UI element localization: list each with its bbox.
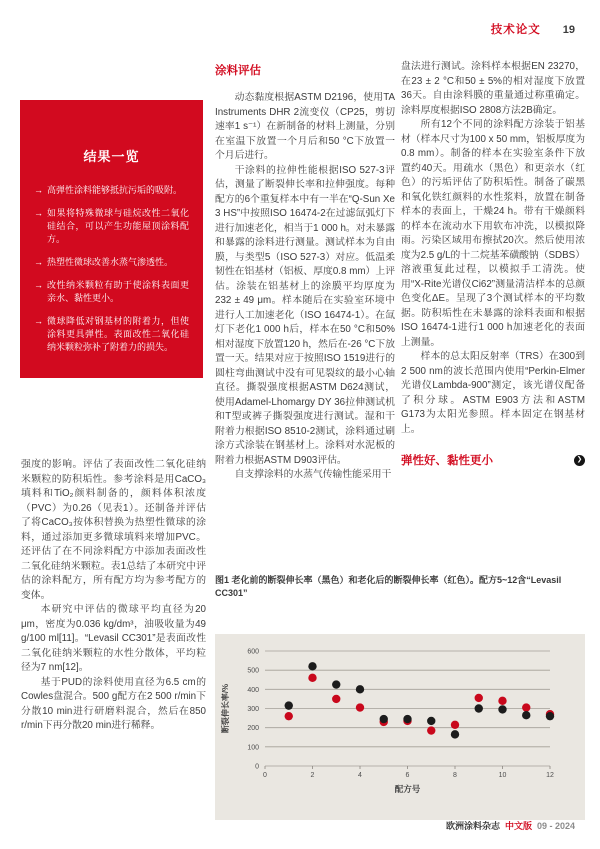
page-footer <box>446 819 575 832</box>
paragraph: 自支撑涂料的水蒸气传输性能采用干 <box>234 469 392 480</box>
point-before-aging <box>285 701 293 709</box>
arrow-icon: → <box>34 185 43 195</box>
y-tick-label: 300 <box>247 706 259 713</box>
point-before-aging <box>380 715 388 723</box>
section-label: 技术论文 <box>490 24 541 36</box>
page-header <box>491 21 575 37</box>
point-before-aging <box>546 712 554 720</box>
footer-edition-label: 中文版 <box>504 821 532 831</box>
arrow-icon: → <box>34 257 43 267</box>
result-item <box>34 256 189 269</box>
arrow-icon: → <box>34 208 43 218</box>
result-item <box>34 315 189 354</box>
paragraph: 强度的影响。评估了表面改性二氧化硅纳米颗粒的防积垢性。参考涂料是用CaCO₃填料和TiO₂颜料制备的，颜料体积浓度（PVC）为0.26（见表1）。还制备并评估了将CaCO₃按体积替换为热塑性微球的涂料，通过添加更多微球填料来增加PVC。还评估了在不同涂料配方中添加表面改性二氧化硅纳米颗粒。表1总结了本研究中评估的涂料配方，所有配方均为参考配方的变体。 <box>21 459 206 601</box>
paragraph: 动态黏度根据ASTM D2196，使用TA Instruments DHR 2流变仪（CP25，剪切速率1 s⁻¹）在新制备的材料上测量，分别在室温下放置一个月后和50 °C下放置一个月后进行。 <box>215 92 395 161</box>
paragraph: 干涂料的拉伸性能根据ISO 527-3评估，测量了断裂伸长率和拉伸强度。每种配方的6个重复样本中有一半在“Q-Sun Xe 3 HS”中按照ISO 16474-2在过滤氙弧灯下进行加速老化，相当于1 000 h。对未暴露和暴露的涂料进行测量。测试样本为自由膜，与类型5（ISO 527-3）对应。低温柔韧性在铝基材（铝板、厚度0.8 mm）上评估。涂装在铝基材上的涂膜平均厚度为232 ± 49 μm。样本随后在实验室环境中进行人工加速老化（ISO 16474-1）。在氙灯下老化1 000 h后，样本在50 °C和50%相对湿度下放置120 h，然后在-26 °C下放置一天。结果对应于按照ISO 1519进行的圆柱弯曲测试中没有可见裂纹的最小心轴直径。撕裂强度根据ASTM D624测试，使用Adamel-Lhomargy DY 36拉伸测试机和T型或裤子撕裂强度进行测试。湿和干附着力根据ISO 8510-2测试，涂料通过刷涂方式涂装在钢基材上。涂料对水泥板的附着力根据ASTM D903评估。 <box>215 164 395 466</box>
results-summary-box <box>20 100 203 378</box>
figure1-chart-panel <box>215 634 585 820</box>
section-subheading-elasticity: 弹性好、黏性更小 <box>401 455 493 467</box>
point-after-aging <box>475 694 483 702</box>
point-before-aging <box>498 705 506 713</box>
result-item <box>34 279 189 305</box>
y-tick-label: 400 <box>247 686 259 694</box>
point-after-aging <box>451 721 459 729</box>
x-tick-label: 10 <box>498 772 507 779</box>
result-item <box>34 184 189 197</box>
x-tick-label: 2 <box>310 772 315 779</box>
point-after-aging <box>522 703 530 711</box>
arrow-icon: → <box>34 280 43 290</box>
point-before-aging <box>308 662 316 670</box>
x-tick-label: 8 <box>453 772 457 779</box>
middle-column <box>215 62 395 483</box>
chevron-right-circle-icon: ❯ <box>574 455 585 466</box>
y-tick-label: 200 <box>247 725 259 733</box>
x-tick-label: 0 <box>263 772 267 779</box>
page-number: 19 <box>562 24 575 36</box>
point-after-aging <box>356 703 364 711</box>
point-before-aging <box>356 685 364 693</box>
point-after-aging <box>285 712 293 720</box>
x-axis-label: 配方号 <box>394 784 421 794</box>
result-item <box>34 207 189 246</box>
paragraph: 本研究中评估的微球平均直径为20 μm，密度为0.036 kg/dm³，油吸收量为49 g/100 ml[11]。“Levasil CC301”是表面改性二氧化硅纳米颗粒的水性分散体，平均粒径为7 nm[12]。 <box>21 604 206 673</box>
y-axis-label: 断裂伸长率/% <box>221 683 230 734</box>
y-tick-label: 100 <box>247 744 259 752</box>
result-item-text: 热塑性微球改善水蒸气渗透性。 <box>47 257 174 267</box>
results-box-title: 结果一览 <box>83 149 140 164</box>
right-column <box>401 60 585 468</box>
arrow-icon: → <box>34 316 43 326</box>
result-item-text: 如果将特殊微球与硅烷改性二氧化硅结合，可以产生功能屋顶涂料配方。 <box>47 208 189 244</box>
point-before-aging <box>427 717 435 725</box>
point-before-aging <box>332 680 340 688</box>
paragraph: 基于PUD的涂料使用直径为6.5 cm的Cowles盘混合。500 g配方在2 500 r/min下分散10 min进行研磨料混合，然后在850 r/min下再分散20 min进行稀释。 <box>21 676 206 731</box>
section-heading-coating-evaluation: 涂料评估 <box>215 65 261 77</box>
result-item-text: 高弹性涂料能够抵抗污垢的吸附。 <box>47 185 183 195</box>
footer-journal-name: 欧洲涂料杂志 <box>445 821 500 831</box>
x-tick-label: 6 <box>405 772 410 779</box>
y-tick-label: 600 <box>247 648 259 656</box>
left-column <box>21 458 206 734</box>
result-item-text: 微球降低对钢基材的附着力，但使涂料更具弹性。表面改性二氧化硅纳米颗粒弥补了附着力的损失。 <box>47 316 189 352</box>
paragraph: 样本的总太阳反射率（TRS）在300到2 500 nm的波长范围内使用“Perkin-Elmer光谱仪Lambda-900”测定，该光谱仪配备了积分球。ASTM E903方法和ASTM G173为太阳光参照。样本固定在钢基材上。 <box>401 351 585 435</box>
point-after-aging <box>308 674 316 682</box>
x-tick-label: 4 <box>358 772 362 779</box>
footer-issue: 09 - 2024 <box>536 821 575 831</box>
point-after-aging <box>498 697 506 705</box>
point-after-aging <box>332 695 340 703</box>
paragraph: 盘法进行测试。涂料样本根据EN 23270，在23 ± 2 °C和50 ± 5%的相对湿度下放置36天。自由涂料膜的重量通过称重确定。涂料厚度根据ISO 2808方法2B确定。 <box>401 61 585 116</box>
point-before-aging <box>451 730 459 738</box>
figure1-caption: 图1 老化前的断裂伸长率（黑色）和老化后的断裂伸长率（红色）。配方5~12含“Levasil CC301” <box>215 575 562 598</box>
paragraph: 所有12个不同的涂料配方涂装于铝基材（样本尺寸为100 x 50 mm，铝板厚度为0.8 mm）。制备的样本在实验室条件下放置约40天。用疏水（黑色）和更亲水（红色）的污垢评估了防积垢性。制备了碳黑和氧化铁红颜料的水性浆料，放置在制备样本的表面上，干燥24 h。带有干燥颜料的样本在流动水下用软布冲洗，以模拟降雨。污染区域用布擦拭20次。然后使用浓度为2.5 g/L的十二烷基苯磺酸钠（SDBS）溶液重复此过程，以模拟手工清洗。使用“X-Rite光谱仪Ci62”测量清洁样本的总颜色变化ΔE。呈现了3个测试样本的平均数据。防积垢性在未暴露的涂料表面和根据ISO 16474-1进行1 000 h加速老化的表面上测量。 <box>401 119 585 348</box>
y-tick-label: 500 <box>247 667 259 675</box>
point-after-aging <box>427 726 435 734</box>
point-before-aging <box>475 704 483 712</box>
figure1-scatter-chart <box>215 634 585 820</box>
point-before-aging <box>403 715 411 723</box>
result-item-text: 改性纳米颗粒有助于使涂料表面更亲水、黏性更小。 <box>47 280 189 303</box>
x-tick-label: 12 <box>546 772 554 779</box>
point-before-aging <box>522 711 530 719</box>
subheading-row <box>401 452 585 468</box>
y-tick-label: 0 <box>255 763 259 771</box>
